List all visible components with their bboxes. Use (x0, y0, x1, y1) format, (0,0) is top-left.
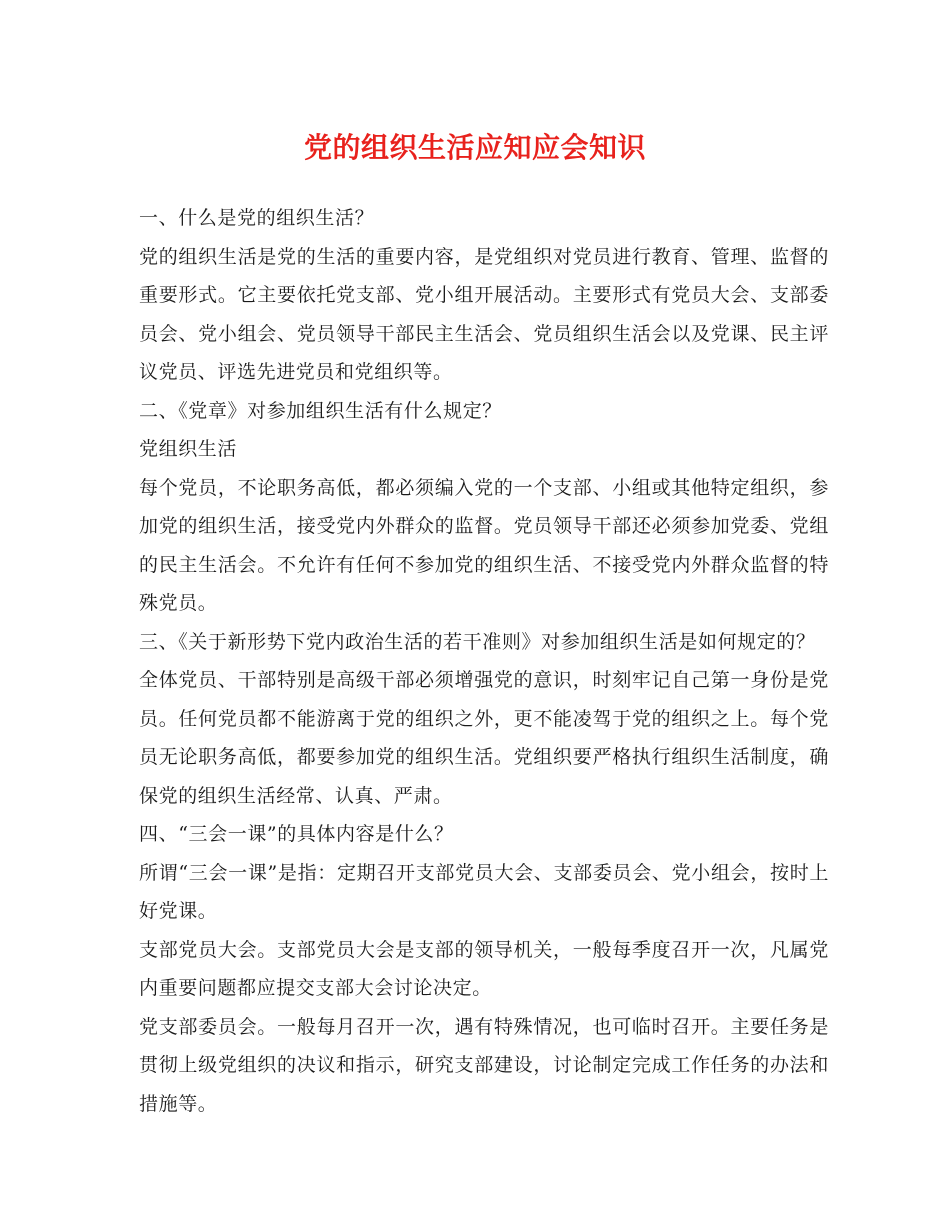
document-body (139, 199, 829, 1123)
document-title: 党的组织生活应知应会知识 (303, 131, 646, 164)
question-heading-3: 三、《关于新形势下党内政治生活的若干准则》对参加组织生活是如何规定的？ (139, 630, 816, 653)
subheading-party-life: 党组织生活 (139, 438, 238, 460)
question-heading-4: 四、“三会一课”的具体内容是什么？ (139, 823, 454, 845)
answer-paragraph-5: 支部党员大会。支部党员大会是支部的领导机关，一般每季度召开一次，凡属党内重要问题都应提交支部大会讨论决定。 (139, 938, 829, 999)
answer-paragraph-3: 全体党员、干部特别是高级干部必须增强党的意识，时刻牢记自己第一身份是党员。任何党员都不能游离于党的组织之外，更不能凌驾于党的组织之上。每个党员无论职务高低，都要参加党的组织生活。党组织要严格执行组织生活制度，确保党的组织生活经常、认真、严肃。 (139, 669, 829, 807)
question-heading-2: 二、《党章》对参加组织生活有什么规定？ (139, 399, 502, 422)
answer-paragraph-2: 每个党员，不论职务高低，都必须编入党的一个支部、小组或其他特定组织，参加党的组织生活，接受党内外群众的监督。党员领导干部还必须参加党委、党组的民主生活会。不允许有任何不参加党的组织生活、不接受党内外群众监督的特殊党员。 (139, 476, 829, 614)
question-heading-1: 一、什么是党的组织生活？ (139, 207, 375, 229)
answer-paragraph-1: 党的组织生活是党的生活的重要内容，是党组织对党员进行教育、管理、监督的重要形式。它主要依托党支部、党小组开展活动。主要形式有党员大会、支部委员会、党小组会、党员领导干部民主生活会、党员组织生活会以及党课、民主评议党员、评选先进党员和党组织等。 (139, 245, 829, 383)
answer-paragraph-4: 所谓“三会一课”是指：定期召开支部党员大会、支部委员会、党小组会，按时上好党课。 (139, 861, 829, 922)
answer-paragraph-6: 党支部委员会。一般每月召开一次，遇有特殊情况，也可临时召开。主要任务是贯彻上级党组织的决议和指示，研究支部建设，讨论制定完成工作任务的办法和措施等。 (139, 1015, 829, 1115)
